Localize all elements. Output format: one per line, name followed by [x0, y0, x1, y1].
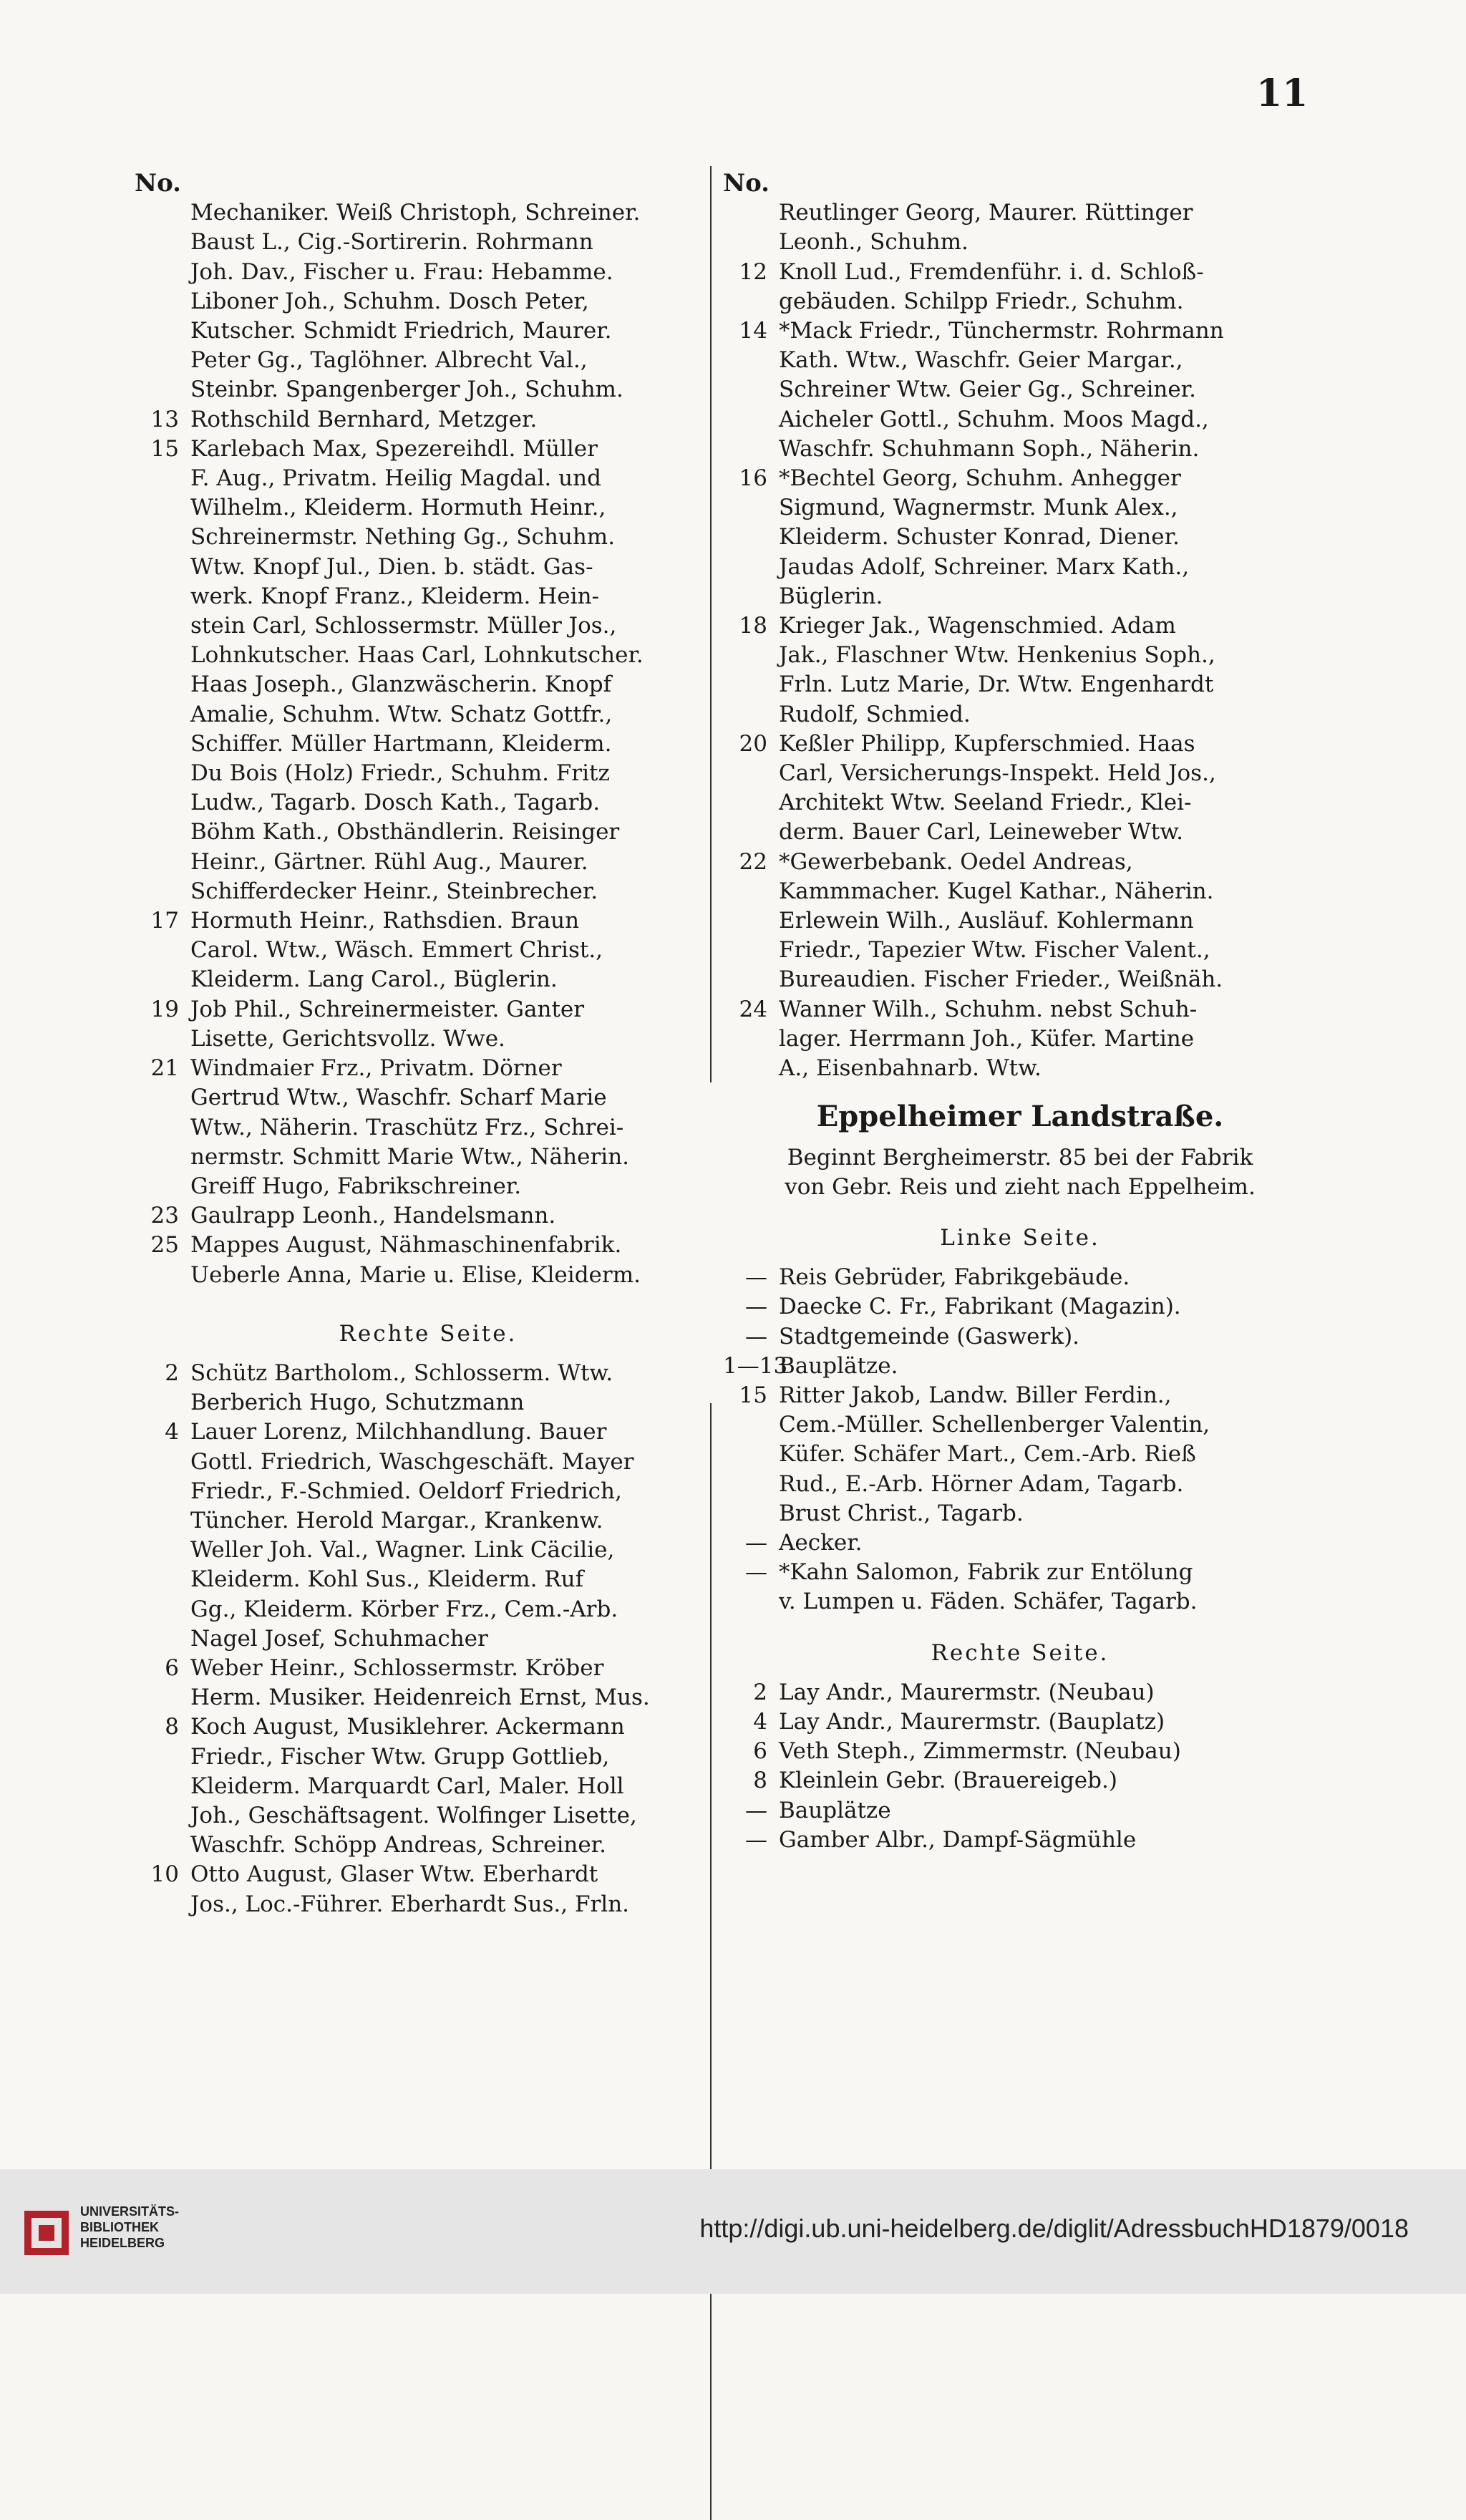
- house-number: —: [745, 1826, 767, 1853]
- entry-line: Otto August, Glaser Wtw. Eberhardt: [190, 1861, 598, 1888]
- library-name: [80, 2204, 179, 2251]
- library-name-line: HEIDELBERG: [80, 2236, 165, 2250]
- entry-line: Mappes August, Nähmaschinenfabrik.: [190, 1232, 622, 1259]
- address-entry: [723, 730, 1317, 848]
- house-number: 4: [165, 1419, 179, 1445]
- entry-line: Veth Steph., Zimmermstr. (Neubau): [779, 1738, 1181, 1765]
- entry-line: Kath. Wtw., Waschfr. Geier Margar.,: [779, 347, 1183, 374]
- entry-line: Peter Gg., Taglöhner. Albrecht Val.,: [190, 347, 588, 374]
- left-section-entries: [135, 1359, 722, 1919]
- address-entry: [723, 1678, 1317, 1707]
- house-number: 14: [739, 318, 767, 344]
- house-number: 18: [739, 613, 767, 639]
- house-number: —: [745, 1529, 767, 1556]
- house-number: 10: [150, 1861, 179, 1888]
- entry-line: Leonh., Schuhm.: [779, 229, 969, 256]
- entry-line: Sigmund, Wagnermstr. Munk Alex.,: [779, 495, 1178, 521]
- entry-line: Weber Heinr., Schlossermstr. Kröber: [190, 1654, 604, 1681]
- address-entry: [723, 995, 1317, 1084]
- entry-line: Bauplätze.: [779, 1352, 898, 1379]
- address-entry: [723, 1796, 1317, 1826]
- entry-line: nermstr. Schmitt Marie Wtw., Näherin.: [190, 1143, 630, 1170]
- entry-line: Job Phil., Schreinermeister. Ganter: [190, 996, 585, 1022]
- house-number: —: [745, 1797, 767, 1823]
- entry-line: Heinr., Gärtner. Rühl Aug., Maurer.: [190, 848, 588, 875]
- footer-bar: [0, 2169, 1466, 2294]
- entry-line: lager. Herrmann Joh., Küfer. Martine: [779, 1025, 1195, 1052]
- house-number: 15: [150, 435, 179, 462]
- right-column-header: No.: [723, 169, 770, 198]
- entry-line: Lohnkutscher. Haas Carl, Lohnkutscher.: [190, 642, 644, 669]
- entry-line: Kleinlein Gebr. (Brauereigeb.): [779, 1768, 1117, 1794]
- page-number: 11: [1256, 72, 1309, 115]
- address-entry: [723, 1707, 1317, 1737]
- entry-line: Kleiderm. Kohl Sus., Kleiderm. Ruf: [190, 1566, 584, 1593]
- left-side-heading: Linke Seite.: [940, 1224, 1100, 1251]
- entry-line: Stadtgemeinde (Gaswerk).: [779, 1323, 1080, 1349]
- entry-line: Schreinermstr. Nething Gg., Schuhm.: [190, 524, 616, 551]
- entry-line: Joh. Dav., Fischer u. Frau: Hebamme.: [190, 258, 613, 285]
- left-column: [135, 169, 722, 1919]
- entry-line: Kleiderm. Schuster Konrad, Diener.: [779, 524, 1180, 551]
- entry-line: Friedr., Tapezier Wtw. Fischer Valent.,: [779, 937, 1210, 964]
- entry-line: Knoll Lud., Fremdenführ. i. d. Schloß-: [779, 258, 1204, 285]
- entry-line: Jos., Loc.-Führer. Eberhardt Sus., Frln.: [190, 1891, 630, 1917]
- house-number: 25: [150, 1232, 179, 1259]
- entry-line: Reutlinger Georg, Maurer. Rüttinger: [779, 200, 1193, 226]
- entry-line: Koch August, Musiklehrer. Ackermann: [190, 1714, 625, 1740]
- address-entry: [723, 1381, 1317, 1528]
- entry-line: Lay Andr., Maurermstr. (Neubau): [779, 1679, 1155, 1705]
- address-entry: [723, 1528, 1317, 1558]
- address-entry: [723, 1766, 1317, 1796]
- address-entry: [135, 1712, 722, 1860]
- entry-line: Aicheler Gottl., Schuhm. Moos Magd.,: [779, 406, 1209, 432]
- entry-line: Schifferdecker Heinr., Steinbrecher.: [190, 878, 598, 904]
- entry-line: Mechaniker. Weiß Christoph, Schreiner.: [190, 200, 641, 226]
- entry-line: Gamber Albr., Dampf-Sägmühle: [779, 1826, 1137, 1853]
- house-number: —: [745, 1559, 767, 1586]
- entry-line: Friedr., F.-Schmied. Oeldorf Friedrich,: [190, 1478, 622, 1504]
- library-name-line: BIBLIOTHEK: [80, 2220, 159, 2234]
- street-intro-line: von Gebr. Reis und zieht nach Eppelheim.: [785, 1173, 1256, 1200]
- entry-line: Lay Andr., Maurermstr. (Bauplatz): [779, 1708, 1165, 1735]
- house-number: 24: [739, 996, 767, 1022]
- entry-line: Joh., Geschäftsagent. Wolfinger Lisette,: [190, 1802, 637, 1828]
- left-column-header: No.: [135, 169, 181, 198]
- entry-line: Kleiderm. Lang Carol., Büglerin.: [190, 966, 558, 993]
- entry-line: Tüncher. Herold Margar., Krankenw.: [190, 1507, 603, 1533]
- house-number: 19: [150, 996, 179, 1022]
- entry-line: Keßler Philipp, Kupferschmied. Haas: [779, 730, 1195, 757]
- address-entry: [723, 611, 1317, 730]
- entry-line: v. Lumpen u. Fäden. Schäfer, Tagarb.: [779, 1589, 1198, 1615]
- house-number: 16: [739, 465, 767, 492]
- entry-line: Ritter Jakob, Landw. Biller Ferdin.,: [779, 1382, 1172, 1408]
- address-entry: [723, 1826, 1317, 1855]
- entry-line: Kutscher. Schmidt Friedrich, Maurer.: [190, 318, 612, 344]
- entry-line: Friedr., Fischer Wtw. Grupp Gottlieb,: [190, 1743, 610, 1770]
- entry-line: derm. Bauer Carl, Leineweber Wtw.: [779, 819, 1183, 845]
- entry-line: Wtw. Knopf Jul., Dien. b. städt. Gas-: [190, 553, 593, 580]
- entry-line: Rudolf, Schmied.: [779, 701, 971, 727]
- address-entry: [135, 1231, 722, 1289]
- entry-line: Carol. Wtw., Wäsch. Emmert Christ.,: [190, 937, 603, 964]
- house-number: 12: [739, 258, 767, 285]
- entry-line: Kammmacher. Kugel Kathar., Näherin.: [779, 878, 1214, 904]
- address-entry: [723, 1737, 1317, 1766]
- address-entry: [135, 995, 722, 1054]
- left-section-heading: Rechte Seite.: [339, 1320, 518, 1347]
- entry-line: Bureaudien. Fischer Frieder., Weißnäh.: [779, 966, 1223, 993]
- entry-line: Nagel Josef, Schuhmacher: [190, 1625, 488, 1652]
- address-entry: [723, 198, 1317, 257]
- entry-line: Lisette, Gerichtsvollz. Wwe.: [190, 1025, 505, 1052]
- entry-line: Steinbr. Spangenberger Joh., Schuhm.: [190, 377, 623, 403]
- entry-line: Lauer Lorenz, Milchhandlung. Bauer: [190, 1419, 607, 1445]
- entry-line: Windmaier Frz., Privatm. Dörner: [190, 1055, 562, 1082]
- address-entry: [723, 258, 1317, 316]
- house-number: 4: [753, 1708, 767, 1735]
- entry-line: Aecker.: [779, 1529, 863, 1556]
- entry-line: Wilhelm., Kleiderm. Hormuth Heinr.,: [190, 495, 606, 521]
- address-entry: [135, 1860, 722, 1919]
- entry-line: Erlewein Wilh., Ausläuf. Kohlermann: [779, 908, 1194, 934]
- entry-line: Küfer. Schäfer Mart., Cem.-Arb. Rieß: [779, 1441, 1196, 1468]
- entry-line: *Gewerbebank. Oedel Andreas,: [779, 848, 1133, 875]
- house-number: 22: [739, 848, 767, 875]
- right-side-heading: Rechte Seite.: [931, 1639, 1110, 1666]
- entry-line: Büglerin.: [779, 583, 883, 609]
- house-number: 8: [165, 1714, 179, 1740]
- address-entry: [723, 1322, 1317, 1352]
- entry-line: Ueberle Anna, Marie u. Elise, Kleiderm.: [190, 1261, 641, 1288]
- right-side-entries: [723, 1678, 1317, 1855]
- entry-line: stein Carl, Schlossermstr. Müller Jos.,: [190, 613, 617, 639]
- entry-line: Carl, Versicherungs-Inspekt. Held Jos.,: [779, 760, 1216, 787]
- address-entry: [135, 1201, 722, 1231]
- street-intro: [723, 1143, 1317, 1202]
- house-number: 20: [739, 730, 767, 757]
- entry-line: Kleiderm. Marquardt Carl, Maler. Holl: [190, 1773, 624, 1799]
- address-entry: [723, 1263, 1317, 1292]
- address-entry: [135, 1418, 722, 1654]
- house-number: 6: [165, 1654, 179, 1681]
- house-number: 21: [150, 1055, 179, 1082]
- address-entry: [723, 1292, 1317, 1322]
- entry-line: Herm. Musiker. Heidenreich Ernst, Mus.: [190, 1685, 650, 1711]
- address-entry: [723, 848, 1317, 995]
- house-number: 17: [150, 908, 179, 934]
- entry-line: Amalie, Schuhm. Wtw. Schatz Gottfr.,: [190, 701, 613, 727]
- entry-line: Gaulrapp Leonh., Handelsmann.: [190, 1203, 556, 1229]
- street-heading: Eppelheimer Landstraße.: [816, 1100, 1224, 1134]
- entry-line: Architekt Wtw. Seeland Friedr., Klei-: [779, 790, 1192, 816]
- entry-line: Gertrud Wtw., Waschfr. Scharf Marie: [190, 1085, 607, 1111]
- entry-line: Baust L., Cig.-Sortirerin. Rohrmann: [190, 229, 593, 256]
- entry-line: F. Aug., Privatm. Heilig Magdal. und: [190, 465, 601, 492]
- left-side-entries: [723, 1263, 1317, 1617]
- right-entries: [723, 198, 1317, 1083]
- entry-line: Krieger Jak., Wagenschmied. Adam: [779, 613, 1176, 639]
- address-entry: [135, 198, 722, 404]
- right-column: [723, 169, 1317, 1855]
- entry-line: Wtw., Näherin. Traschütz Frz., Schrei-: [190, 1114, 624, 1140]
- entry-line: Rud., E.-Arb. Hörner Adam, Tagarb.: [779, 1470, 1184, 1497]
- entry-line: Gg., Kleiderm. Körber Frz., Cem.-Arb.: [190, 1596, 618, 1622]
- entry-line: Cem.-Müller. Schellenberger Valentin,: [779, 1412, 1210, 1438]
- entry-line: *Bechtel Georg, Schuhm. Anhegger: [779, 465, 1181, 492]
- entry-line: Jaudas Adolf, Schreiner. Marx Kath.,: [779, 553, 1190, 580]
- entry-line: Berberich Hugo, Schutzmann: [190, 1390, 525, 1416]
- entry-line: Wanner Wilh., Schuhm. nebst Schuh-: [779, 996, 1198, 1022]
- address-entry: [723, 1558, 1317, 1617]
- entry-line: Du Bois (Holz) Friedr., Schuhm. Fritz: [190, 760, 610, 787]
- entry-line: Karlebach Max, Spezereihdl. Müller: [190, 435, 598, 462]
- left-entries: [135, 198, 722, 1290]
- address-entry: [135, 405, 722, 435]
- house-number: —: [745, 1264, 767, 1291]
- house-number: 2: [753, 1679, 767, 1705]
- entry-line: Bauplätze: [779, 1797, 891, 1823]
- address-entry: [135, 1054, 722, 1201]
- house-number: —: [745, 1323, 767, 1349]
- house-number: 23: [150, 1203, 179, 1229]
- address-entry: [135, 1654, 722, 1712]
- entry-line: *Mack Friedr., Tünchermstr. Rohrmann: [779, 318, 1224, 344]
- entry-line: Ludw., Tagarb. Dosch Kath., Tagarb.: [190, 790, 601, 816]
- house-number: 8: [753, 1768, 767, 1794]
- entry-line: Reis Gebrüder, Fabrikgebäude.: [779, 1264, 1130, 1291]
- house-number: 13: [150, 406, 179, 432]
- house-number: 1—13: [723, 1352, 788, 1379]
- source-url-link[interactable]: http://digi.ub.uni-heidelberg.de/diglit/AdressbuchHD1879/0018: [699, 2214, 1409, 2243]
- entry-line: Greiff Hugo, Fabrikschreiner.: [190, 1173, 522, 1199]
- entry-line: Waschfr. Schöpp Andreas, Schreiner.: [190, 1832, 606, 1858]
- entry-line: Gottl. Friedrich, Waschgeschäft. Mayer: [190, 1448, 634, 1475]
- entry-line: Brust Christ., Tagarb.: [779, 1500, 1024, 1526]
- address-entry: [723, 1352, 1317, 1381]
- street-intro-line: Beginnt Bergheimerstr. 85 bei der Fabrik: [787, 1144, 1253, 1171]
- entry-line: Rothschild Bernhard, Metzger.: [190, 406, 538, 432]
- house-number: 2: [165, 1360, 179, 1386]
- entry-line: Daecke C. Fr., Fabrikant (Magazin).: [779, 1294, 1181, 1320]
- address-entry: [135, 435, 722, 906]
- address-entry: [723, 316, 1317, 464]
- entry-line: Böhm Kath., Obsthändlerin. Reisinger: [190, 819, 620, 845]
- entry-line: Weller Joh. Val., Wagner. Link Cäcilie,: [190, 1537, 615, 1564]
- entry-line: A., Eisenbahnarb. Wtw.: [779, 1055, 1042, 1082]
- entry-line: Waschfr. Schuhmann Soph., Näherin.: [779, 435, 1200, 462]
- entry-line: Jak., Flaschner Wtw. Henkenius Soph.,: [779, 642, 1215, 669]
- entry-line: Schiffer. Müller Hartmann, Kleiderm.: [190, 730, 612, 757]
- address-entry: [135, 1359, 722, 1418]
- house-number: —: [745, 1294, 767, 1320]
- address-entry: [135, 906, 722, 995]
- entry-line: Liboner Joh., Schuhm. Dosch Peter,: [190, 288, 589, 314]
- entry-line: *Kahn Salomon, Fabrik zur Entölung: [779, 1559, 1193, 1586]
- entry-line: werk. Knopf Franz., Kleiderm. Hein-: [190, 583, 600, 609]
- house-number: 6: [753, 1738, 767, 1765]
- entry-line: Hormuth Heinr., Rathsdien. Braun: [190, 908, 580, 934]
- university-library-logo-icon: [21, 2208, 72, 2258]
- entry-line: gebäuden. Schilpp Friedr., Schuhm.: [779, 288, 1184, 314]
- entry-line: Schreiner Wtw. Geier Gg., Schreiner.: [779, 377, 1196, 403]
- entry-line: Frln. Lutz Marie, Dr. Wtw. Engenhardt: [779, 672, 1214, 698]
- entry-line: Haas Joseph., Glanzwäscherin. Knopf: [190, 672, 612, 698]
- entry-line: Schütz Bartholom., Schlosserm. Wtw.: [190, 1360, 613, 1386]
- address-entry: [723, 464, 1317, 611]
- library-name-line: UNIVERSITÄTS-: [80, 2204, 180, 2219]
- house-number: 15: [739, 1382, 767, 1408]
